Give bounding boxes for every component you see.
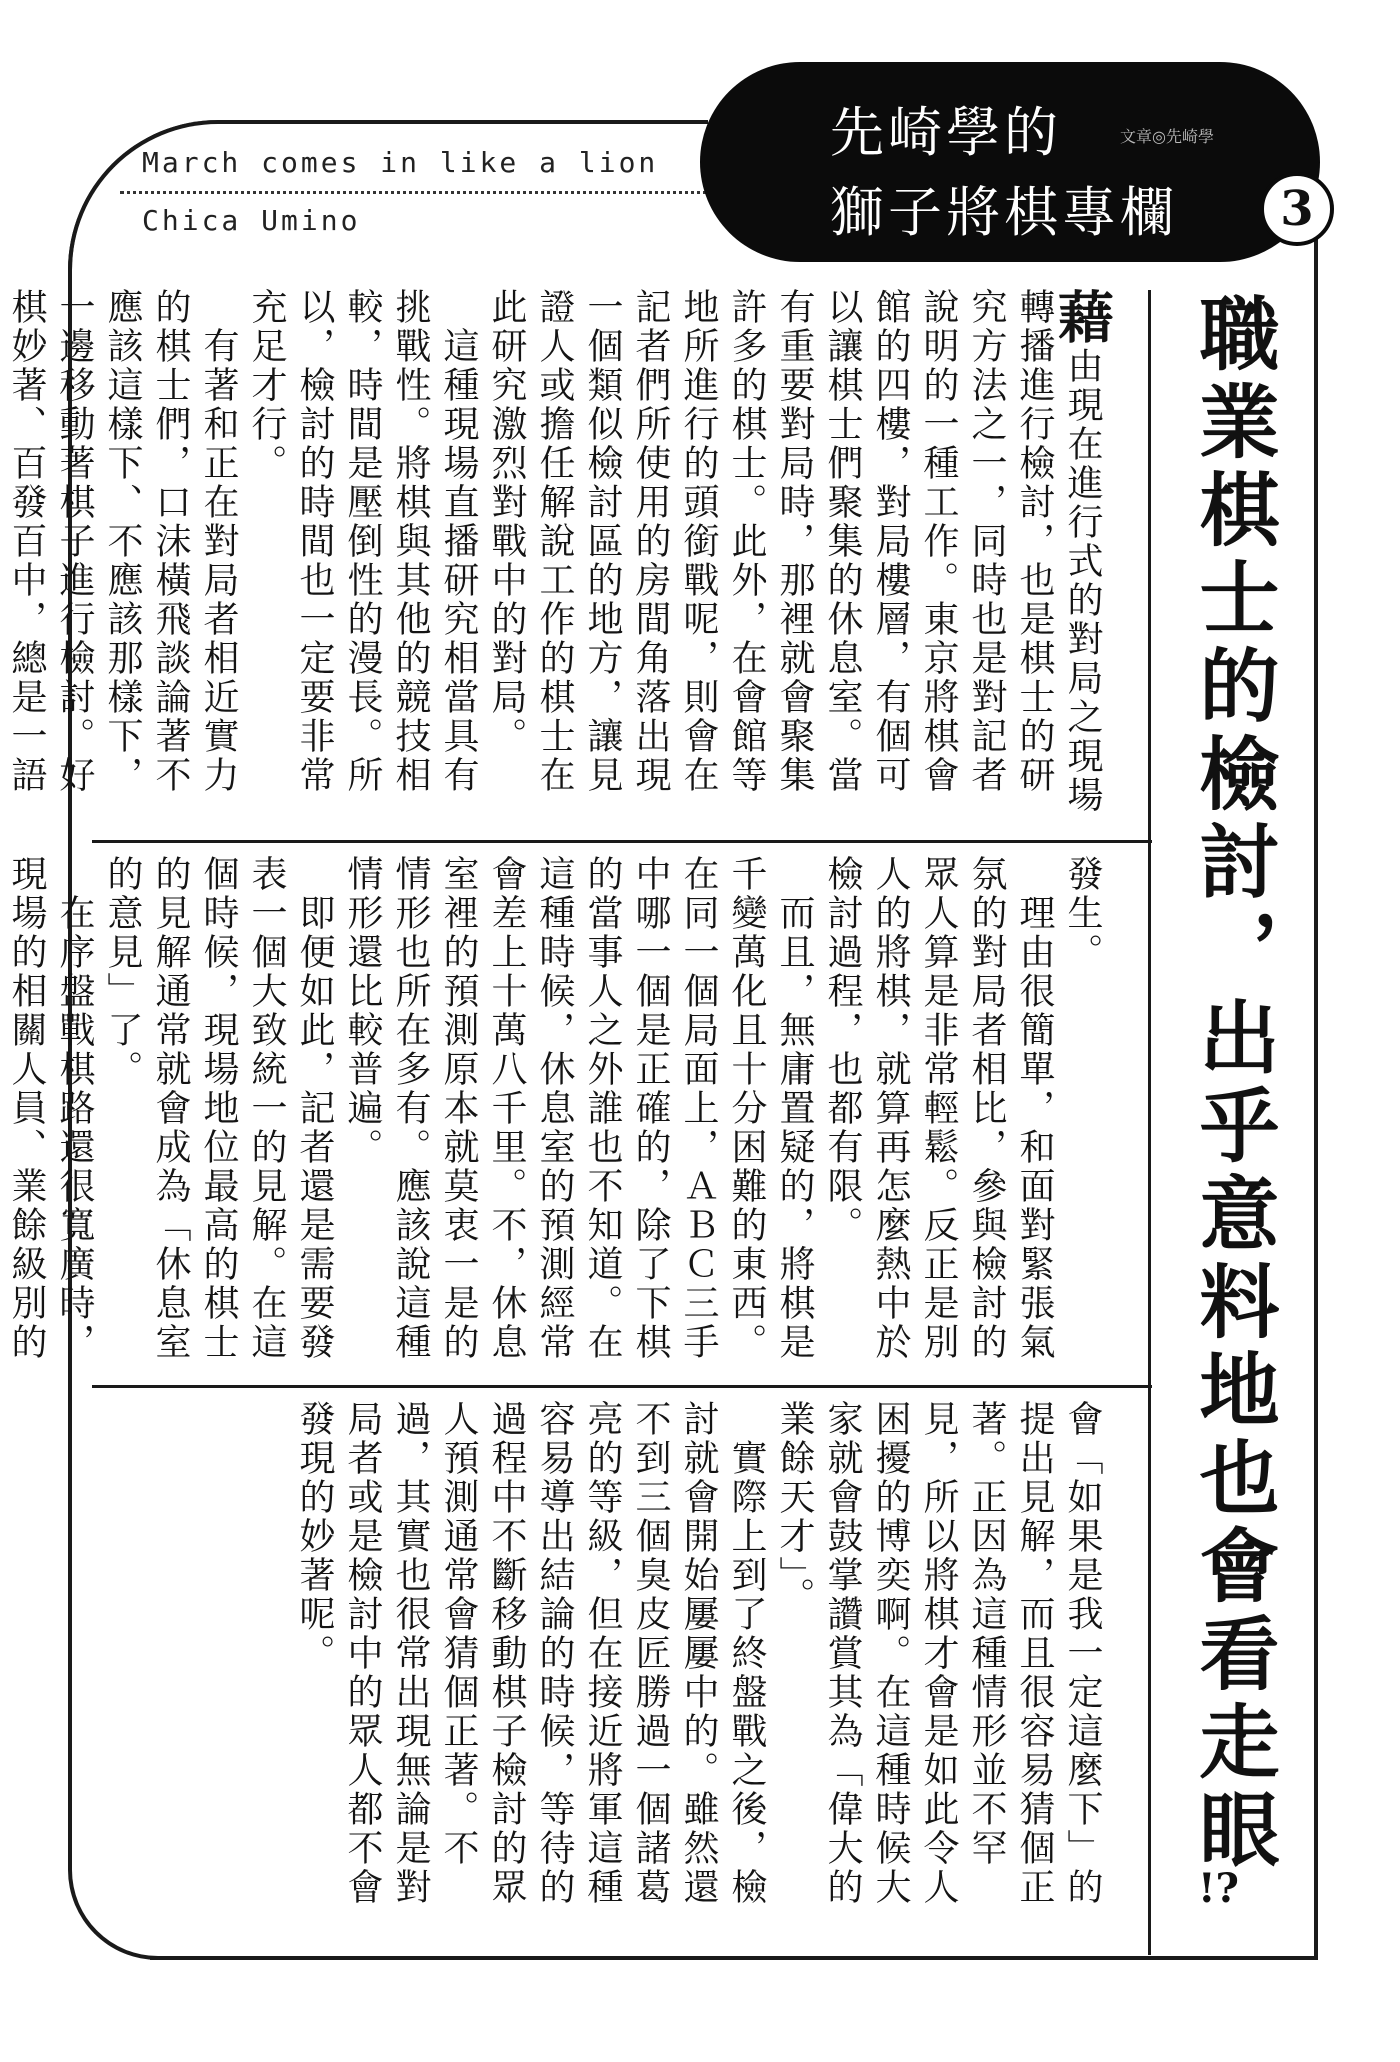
article-headline: 職業棋士的檢討，出乎意料地也會看走眼 xyxy=(1186,292,1280,1876)
issue-number-badge: 3 xyxy=(1260,172,1334,246)
headline-punctuation: !? xyxy=(1198,1865,1239,1912)
row-divider-2 xyxy=(92,1385,1152,1388)
series-title: March comes in like a lion xyxy=(142,146,659,179)
dotted-divider xyxy=(120,191,720,194)
author-credit: 文章◎先崎學 xyxy=(1120,127,1214,146)
row-divider-1 xyxy=(92,840,1152,843)
column-title-line2: 獅子將棋專欄 xyxy=(830,181,1178,244)
column-title-line1: 先崎學的 xyxy=(830,101,1062,164)
drop-cap: 藉 xyxy=(1049,288,1115,347)
frame-right-edge xyxy=(1314,210,1318,1960)
article-block-3: 會「如果是我一定這麼下」的提出見解，而且很容易猜個正著。正因為這種情形並不罕見，所以將棋才會是如此令人困擾的博奕啊。在這種時候大家就會鼓掌讚賞其為「偉大的業餘天才」。 實際上到了終盤戰之後，檢討就會開始屢屢中的。雖然還不到三個臭皮匠勝過一個諸葛亮的等級，但在接近將軍這種容易導出結論的時候，等待的過程中不斷移動棋子檢討的眾人預測通常會猜個正著。不過，其實也很常出現無論是對局者或是檢討中的眾人都不會發現的妙著呢。 xyxy=(294,1400,1103,1907)
article-block-1 xyxy=(6,288,1115,832)
article-block-1-text: 由現在進行式的對局之現場轉播進行檢討，也是棋士的研究方法之一，同時也是對記者說明的一種工作。東京將棋會館的四樓，對局樓層，有個可以讓棋士們聚集的休息室。當有重要對局時，那裡就會聚集許多的棋士。此外，在會館等地所進行的頭銜戰呢，則會在記者們所使用的房間角落出現一個類似檢討區的地方，讓見證人或擔任解說工作的棋士在此研究激烈對戰中的對局。 這種現場直播研究相當具有挑戰性。將棋與其他的競技相較，時間是壓倒性的漫長。所以，檢討的時間也一定要非常充足才行。 有著和正在對局者相近實力的棋士們，口沫橫飛談論著不應該這樣下、不應該那樣下，一邊移動著棋子進行檢討。好棋妙著、百發百中，總是一語 xyxy=(6,288,1103,815)
frame-bottom-edge xyxy=(150,1956,1318,1960)
headline-divider xyxy=(1148,290,1151,1955)
column-title-badge xyxy=(700,62,1320,262)
series-author: Chica Umino xyxy=(142,204,361,237)
article-block-2: 發生。 理由很簡單，和面對緊張氣氛的對局者相比，參與檢討的眾人算是非常輕鬆。反正是別人的將棋，就算再怎麼熱中於檢討過程，也都有限。 而且，無庸置疑的，將棋是千變萬化且十分困難的東西。在同一個局面上，ＡＢＣ三手中哪一個是正確的，除了下棋的當事人之外誰也不知道。在這種時候，休息室的預測經常會差上十萬八千里。不，休息室裡的預測原本就莫衷一是的情形也所在多有。應該說這種情形還比較普遍。 即便如此，記者還是需要發表一個大致統一的見解。在這個時候，現場地位最高的棋士的見解通常就會成為「休息室的意見」了。 在序盤戰棋路還很寬廣時，現場的相關人員、業餘級別的 xyxy=(6,855,1103,1362)
